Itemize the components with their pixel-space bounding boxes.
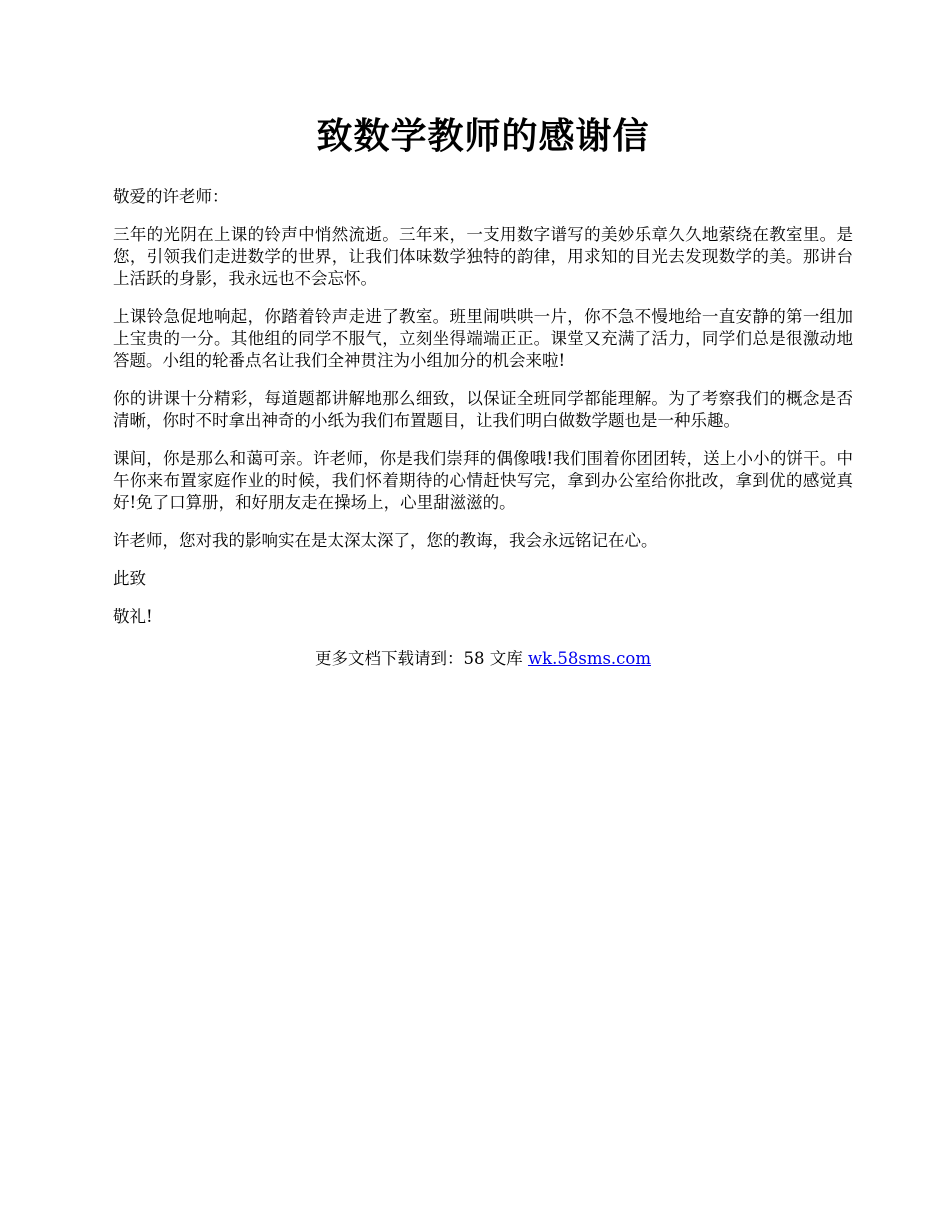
body-paragraph-1: 三年的光阴在上课的铃声中悄然流逝。三年来，一支用数字谱写的美妙乐章久久地萦绕在教室里。是您，引领我们走进数学的世界，让我们体味数学独特的韵律，用求知的目光去发现数学的美。那讲台上活跃的身影，我永远也不会忘怀。 [113, 225, 853, 288]
document-title: 致数学教师的感谢信 [316, 115, 650, 157]
body-paragraph-5: 许老师，您对我的影响实在是太深太深了，您的教诲，我会永远铭记在心。 [113, 531, 658, 550]
salutation: 敬爱的许老师： [113, 187, 229, 206]
footer-link[interactable]: wk.58sms.com [527, 649, 651, 668]
footer-download-note [113, 648, 853, 670]
footer-prefix-text: 更多文档下载请到：58 文库 [314, 649, 528, 668]
body-paragraph-3: 你的讲课十分精彩，每道题都讲解地那么细致，以保证全班同学都能理解。为了考察我们的概念是否清晰，你时不时拿出神奇的小纸为我们布置题目，让我们明白做数学题也是一种乐趣。 [113, 389, 853, 430]
closing-line-1: 此致 [113, 569, 146, 588]
closing-line-2: 敬礼! [113, 607, 153, 626]
body-paragraph-2: 上课铃急促地响起，你踏着铃声走进了教室。班里闹哄哄一片，你不急不慢地给一直安静的第一组加上宝贵的一分。其他组的同学不服气，立刻坐得端端正正。课堂又充满了活力，同学们总是很激动地答题。小组的轮番点名让我们全神贯注为小组加分的机会来啦! [113, 307, 853, 370]
body-paragraph-4: 课间，你是那么和蔼可亲。许老师，你是我们崇拜的偶像哦!我们围着你团团转，送上小小的饼干。中午你来布置家庭作业的时候，我们怀着期待的心情赶快写完，拿到办公室给你批改，拿到优的感觉真好!免了口算册，和好朋友走在操场上，心里甜滋滋的。 [113, 449, 853, 512]
document-page [113, 112, 853, 670]
